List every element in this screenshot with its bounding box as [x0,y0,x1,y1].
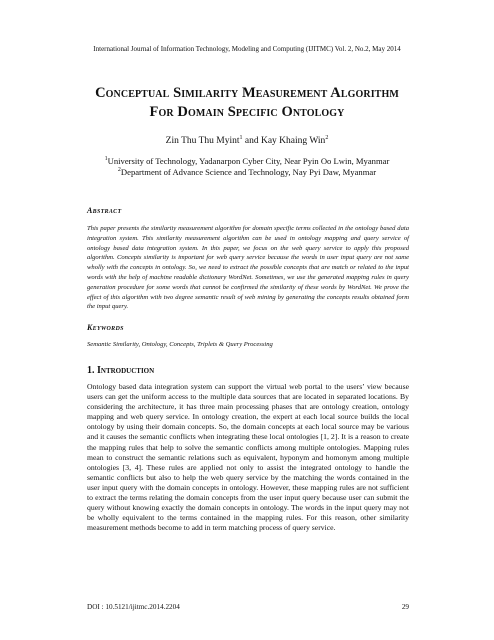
affiliation-1-mark: 1 [104,156,108,163]
affiliation-2-mark: 2 [117,167,121,174]
author-joiner: and [242,136,261,146]
title-line-2: For Domain Specific Ontology [149,104,345,120]
affiliation-1-text: University of Technology, Yadanarpon Cyber City, Near Pyin Oo Lwin, Myanmar [107,156,390,166]
keywords-heading: Keywords [87,323,124,332]
affiliation-2-text: Department of Advance Science and Technology, Nay Pyi Daw, Myanmar [120,167,377,177]
author-1: Zin Thu Thu Myint [165,136,240,146]
author-1-mark: 1 [239,134,243,141]
paper-title [40,84,454,122]
author-2: Kay Khaing Win [260,136,326,146]
keywords-body: Semantic Similarity, Ontology, Concepts, Triplets & Query Processing [87,341,273,348]
affiliations [0,156,494,178]
introduction-heading: 1. Introduction [87,365,155,376]
footer-page-number: 29 [401,603,409,611]
abstract-body: This paper presents the similarity measurement algorithm for domain specific terms collected in the ontology based data integration system. This similarity measurement algorithm can be used in ontology mapping and query service of ontology based data integration system. In this paper, we focus on the web query service to apply this proposed algorithm. Concepts similarity is important for web query service because the words in user input query are not same wholly with the concepts in ontology. So, we need to extract the possible concepts that are match or related to the input words with the help of machine readable dictionary WordNet. Sometimes, we use the generated mapping rules in query generation procedure for some words that cannot be confirmed the similarity of these words by WordNet. We prove the effect of this algorithm with two degree semantic result of web mining by generating the concepts results obtained form the input query. [87,225,409,311]
footer-doi: DOI : 10.5121/ijitmc.2014.2204 [87,603,180,611]
abstract-heading: Abstract [87,206,122,215]
author-line [0,136,494,146]
journal-header: International Journal of Information Technology, Modeling and Computing (IJITMC) Vol. 2, No.2, May 2014 [93,45,401,53]
introduction-body: Ontology based data integration system can support the virtual web portal to the users’ view because users can get the uniform access to the multiple data sources that are located in separated locations. By considering the architecture, it has three main processing phases that are ontology creation, ontology mapping and web query service. In ontology creation, the expert at each local source builds the local ontology by using their domain concepts. So, the domain concepts at each local source may be various and it causes the semantic conflicts when integrating these local ontologies [1, 2]. It is a reason to create the mapping rules that help to solve the semantic conflicts among multiple ontologies. Mapping rules mean to construct the semantic relations such as equivalent, hyponym and homonym among multiple ontologies [3, 4]. These rules are applied not only to assist the integrated ontology to handle the semantic conflicts but also to help the web query service by the matching the words contained in the user input query with the domain concepts in ontology. However, these mapping rules are not sufficient to extract the terms relating the domain concepts from the user input query because user can submit the query without knowing exactly the domain concepts in ontology. The words in the input query may not be wholly equivalent to the terms contained in the mapping rules. For this reason, other similarity measurement methods become to add in term matching process of query service. [87,382,409,533]
author-2-mark: 2 [325,134,329,141]
title-line-1: Conceptual Similarity Measurement Algorithm [95,85,399,101]
affiliation-2 [0,167,494,178]
affiliation-1 [0,156,494,167]
